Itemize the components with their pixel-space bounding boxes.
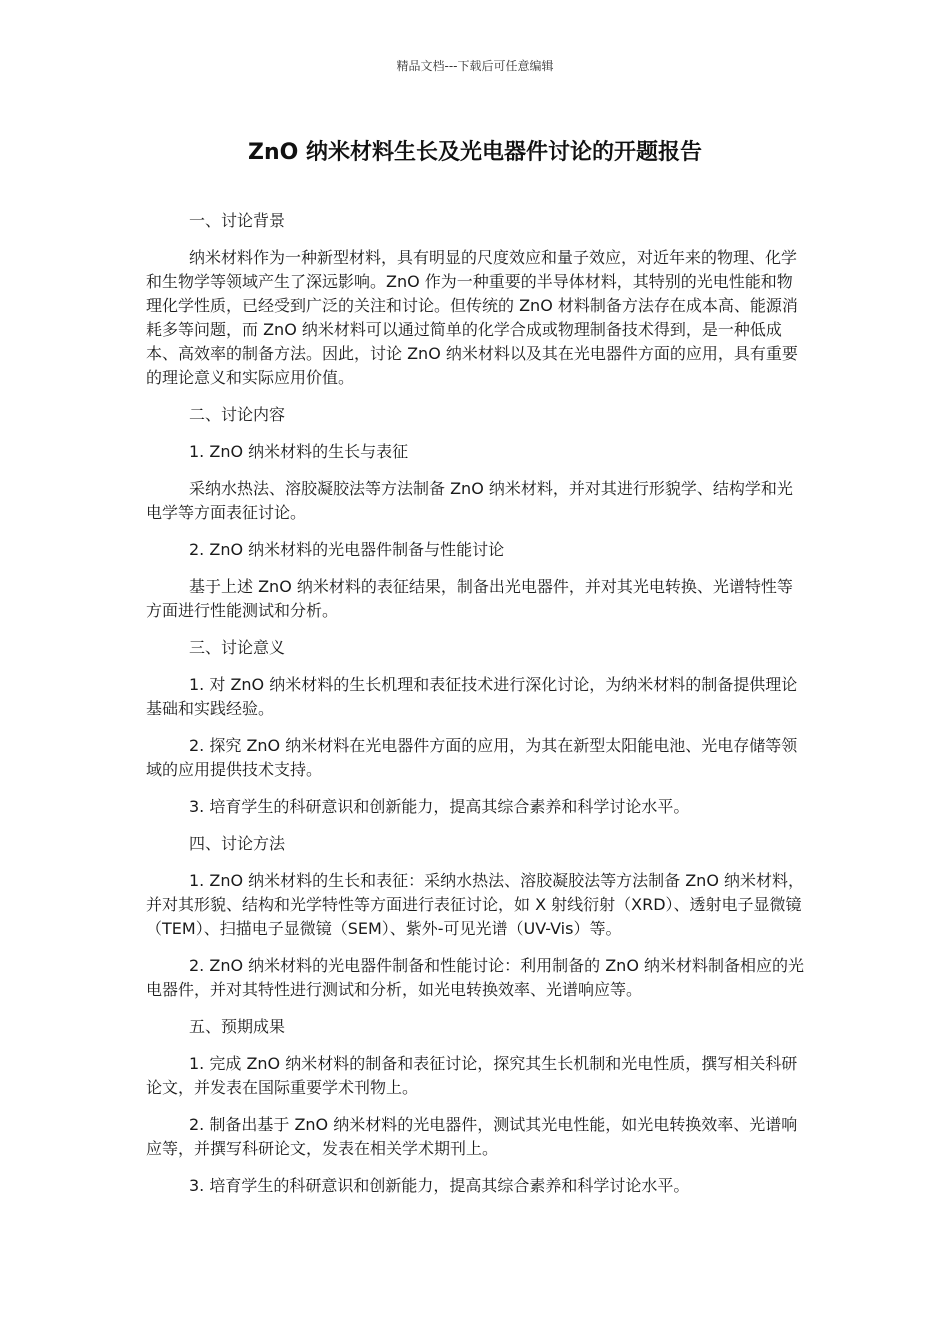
page-header: 精品文档---下载后可任意编辑: [396, 59, 554, 73]
paragraph: 3. 培育学生的科研意识和创新能力，提高其综合素养和科学讨论水平。: [189, 797, 690, 816]
paragraph: 基于上述 ZnO 纳米材料的表征结果，制备出光电器件，并对其光电转换、光谱特性等方面进行性能测试和分析。: [146, 577, 793, 620]
paragraph: 采纳水热法、溶胶凝胶法等方法制备 ZnO 纳米材料，并对其进行形貌学、结构学和光电学等方面表征讨论。: [146, 479, 793, 522]
paragraph: 3. 培育学生的科研意识和创新能力，提高其综合素养和科学讨论水平。: [189, 1176, 690, 1195]
document-body: [146, 209, 808, 1211]
paragraph: 2. 探究 ZnO 纳米材料在光电器件方面的应用，为其在新型太阳能电池、光电存储等领域的应用提供技术支持。: [146, 736, 798, 779]
section-heading: 1. ZnO 纳米材料的生长与表征: [189, 442, 409, 461]
section-heading: 一、讨论背景: [189, 211, 286, 230]
paragraph: 1. 完成 ZnO 纳米材料的制备和表征讨论，探究其生长机制和光电性质，撰写相关科研论文，并发表在国际重要学术刊物上。: [146, 1054, 798, 1097]
paragraph: 纳米材料作为一种新型材料，具有明显的尺度效应和量子效应，对近年来的物理、化学和生物学等领域产生了深远影响。ZnO 作为一种重要的半导体材料，其特别的光电性能和物理化学性质，已经受到广泛的关注和讨论。但传统的 ZnO 材料制备方法存在成本高、能源消耗多等问题，而 ZnO 纳米材料可以通过简单的化学合成或物理制备技术得到，是一种低成本、高效率的制备方法。因此，讨论 ZnO 纳米材料以及其在光电器件方面的应用，具有重要的理论意义和实际应用价值。: [146, 248, 798, 387]
section-heading: 2. ZnO 纳米材料的光电器件制备与性能讨论: [189, 540, 505, 559]
section-heading: 二、讨论内容: [189, 405, 286, 424]
paragraph: 1. ZnO 纳米材料的生长和表征：采纳水热法、溶胶凝胶法等方法制备 ZnO 纳米材料，并对其形貌、结构和光学特性等方面进行表征讨论，如 X 射线衍射（XRD）、透射电子显微镜（TEM）、扫描电子显微镜（SEM）、紫外-可见光谱（UV-Vis）等。: [146, 871, 805, 938]
section-heading: 三、讨论意义: [189, 638, 286, 657]
paragraph: 1. 对 ZnO 纳米材料的生长机理和表征技术进行深化讨论，为纳米材料的制备提供理论基础和实践经验。: [146, 675, 798, 718]
paragraph: 2. ZnO 纳米材料的光电器件制备和性能讨论：利用制备的 ZnO 纳米材料制备相应的光电器件，并对其特性进行测试和分析，如光电转换效率、光谱响应等。: [146, 956, 805, 999]
section-heading: 五、预期成果: [189, 1017, 286, 1036]
paragraph: 2. 制备出基于 ZnO 纳米材料的光电器件，测试其光电性能，如光电转换效率、光谱响应等，并撰写科研论文，发表在相关学术期刊上。: [146, 1115, 798, 1158]
section-heading: 四、讨论方法: [189, 834, 286, 853]
document-title: ZnO 纳米材料生长及光电器件讨论的开题报告: [248, 140, 702, 165]
